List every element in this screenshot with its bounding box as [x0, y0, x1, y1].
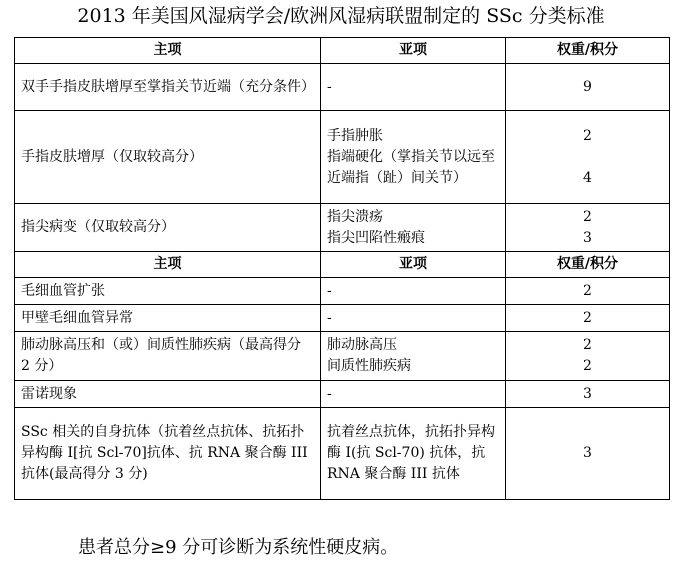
weight-item: 2	[583, 208, 592, 225]
table-row	[15, 204, 670, 252]
row-weight: 2	[506, 278, 670, 305]
row-weight	[506, 332, 670, 381]
table-header-row	[15, 252, 670, 278]
table-row	[15, 305, 670, 332]
row-weight: 9	[506, 64, 670, 111]
table-row	[15, 64, 670, 111]
row-weight: 3	[506, 408, 670, 500]
document-title: 2013 年美国风湿病学会/欧洲风湿病联盟制定的 SSc 分类标准	[77, 5, 605, 27]
weight-item: 2	[583, 337, 592, 353]
row-sub: -	[321, 64, 506, 111]
table-row	[15, 381, 670, 408]
sub-item: 间质性肺疾病	[327, 358, 411, 374]
row-sub	[321, 111, 506, 204]
row-sub	[321, 332, 506, 381]
row-main: 手指皮肤增厚（仅取较高分）	[15, 111, 321, 204]
row-sub: -	[321, 278, 506, 305]
header-main: 主项	[15, 38, 321, 64]
weight-item: 4	[583, 169, 592, 186]
header-weight: 权重/积分	[506, 38, 670, 64]
row-weight: 2	[506, 305, 670, 332]
diagnosis-note: 患者总分≥9 分可诊断为系统性硬皮病。	[78, 537, 399, 558]
header-sub: 亚项	[321, 252, 506, 278]
header-main: 主项	[15, 252, 321, 278]
table-header-row	[15, 38, 670, 64]
sub-item: 指端硬化（掌指关节以远至近端指（趾）间关节）	[327, 148, 495, 186]
row-sub: 抗着丝点抗体，抗拓扑异构酶 I(抗 Scl-70) 抗体，抗 RNA 聚合酶 III 抗体	[321, 408, 506, 500]
sub-item: 指尖凹陷性瘢痕	[327, 229, 425, 246]
row-weight	[506, 111, 670, 204]
header-sub: 亚项	[321, 38, 506, 64]
sub-item: 肺动脉高压	[327, 337, 397, 353]
table-row	[15, 111, 670, 204]
row-main: 雷诺现象	[15, 381, 321, 408]
row-main: 毛细血管扩张	[15, 278, 321, 305]
header-weight: 权重/积分	[506, 252, 670, 278]
weight-item: 2	[583, 358, 592, 374]
weight-item: 2	[583, 127, 592, 144]
row-sub: -	[321, 305, 506, 332]
weight-item: 3	[583, 229, 592, 246]
row-weight: 3	[506, 381, 670, 408]
row-main: 双手手指皮肤增厚至掌指关节近端（充分条件）	[15, 64, 321, 111]
row-main: 甲壁毛细血管异常	[15, 305, 321, 332]
row-main: 指尖病变（仅取较高分）	[15, 204, 321, 252]
table-row	[15, 278, 670, 305]
sub-item: 指尖溃疡	[327, 208, 383, 225]
table-row	[15, 408, 670, 500]
table-row	[15, 332, 670, 381]
row-sub	[321, 204, 506, 252]
row-main: SSc 相关的自身抗体（抗着丝点抗体、抗拓扑异构酶 I[抗 Scl-70]抗体、抗 RNA 聚合酶 III 抗体(最高得分 3 分)	[15, 408, 321, 500]
classification-table	[14, 37, 670, 500]
row-sub: -	[321, 381, 506, 408]
row-weight	[506, 204, 670, 252]
sub-item: 手指肿胀	[327, 127, 383, 144]
row-main: 肺动脉高压和（或）间质性肺疾病（最高得分 2 分）	[15, 332, 321, 381]
